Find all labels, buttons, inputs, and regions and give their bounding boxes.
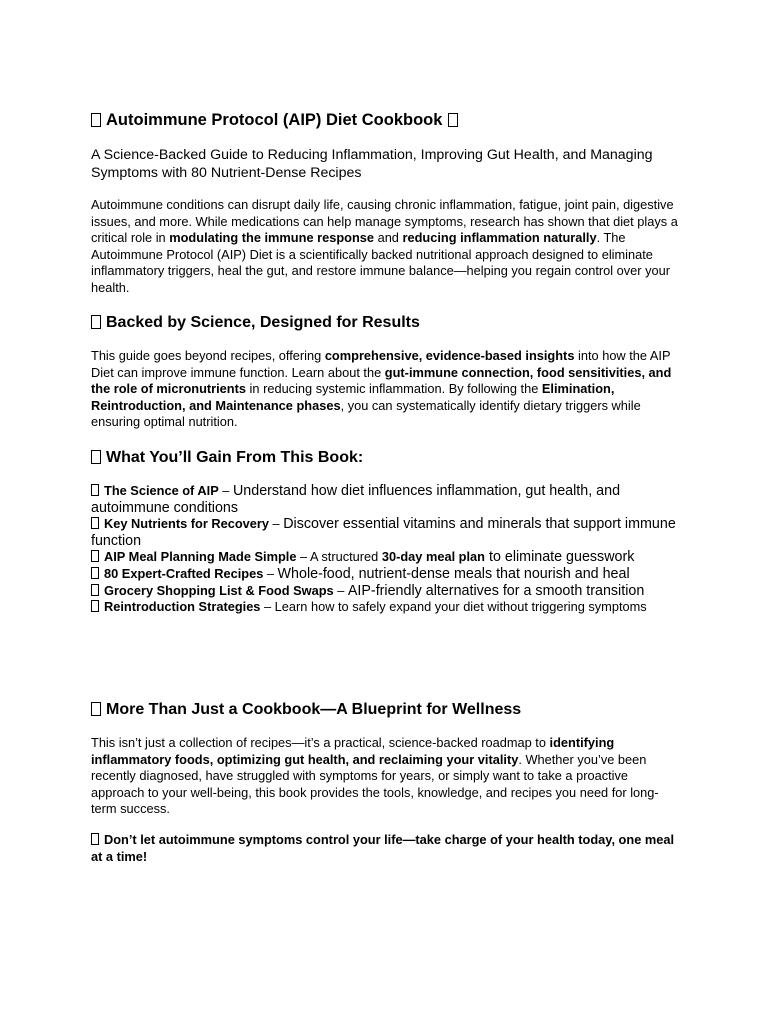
list-item-separator: – — [218, 483, 233, 498]
list-item-text: AIP-friendly alternatives for a smooth transition — [347, 582, 645, 599]
box-glyph-icon — [91, 567, 99, 579]
box-glyph-icon — [91, 600, 99, 612]
page-subtitle: A Science-Backed Guide to Reducing Inflammation, Improving Gut Health, and Managing Symptoms with 80 Nutrient-Dense Recipes — [91, 147, 653, 181]
box-glyph-icon — [91, 315, 101, 329]
box-glyph-icon — [91, 484, 99, 496]
science-text: into how the AIP Diet can improve immune function. Learn about the — [91, 348, 671, 380]
science-paragraph — [91, 348, 681, 431]
science-bold: Elimination, Reintroduction, and Maintenance phases — [91, 381, 615, 413]
intro-text: . The Autoimmune Protocol (AIP) Diet is a scientifically backed nutritional approach designed to eliminate inflammatory triggers, heal the gut, and restore immune balance—helping you regain control over your health. — [91, 230, 671, 295]
intro-text: Autoimmune conditions can disrupt daily life, causing chronic inflammation, fatigue, joint pain, digestive issues, and more. While medications can help manage symptoms, research has shown that diet plays a critical role in — [91, 197, 678, 246]
list-item-text: Whole-food, nutrient-dense meals that nourish and heal — [277, 565, 630, 582]
intro-bold: reducing inflammation naturally — [402, 230, 597, 246]
list-item-separator: – — [260, 599, 275, 615]
list-item-separator: – — [333, 582, 348, 598]
list-item-separator: – — [269, 516, 284, 532]
science-text: This guide goes beyond recipes, offering — [91, 348, 325, 363]
box-glyph-icon — [91, 833, 99, 845]
list-item-text: to eliminate guesswork — [485, 549, 635, 566]
box-glyph-icon — [91, 702, 101, 716]
list-item-title: The Science of AIP — [104, 483, 219, 498]
list-item-bold: 30-day meal plan — [381, 549, 485, 565]
call-to-action-text: Don’t let autoimmune symptoms control your life—take charge of your health today, one meal at a time! — [91, 832, 675, 864]
more-text: This isn’t just a collection of recipes—it’s a practical, science-backed roadmap to — [91, 735, 550, 750]
gain-list — [91, 483, 681, 616]
list-item — [91, 549, 681, 566]
list-item-title: Key Nutrients for Recovery — [104, 516, 269, 532]
section-heading-text: Backed by Science, Designed for Results — [106, 314, 420, 331]
call-to-action — [91, 832, 681, 865]
list-item — [91, 599, 681, 616]
list-item-title: 80 Expert-Crafted Recipes — [104, 565, 264, 581]
science-text: , you can systematically identify dietary triggers while ensuring optimal nutrition. — [91, 397, 641, 430]
section-heading-more — [91, 701, 521, 719]
list-item-title: Reintroduction Strategies — [104, 599, 261, 615]
intro-paragraph — [91, 197, 681, 297]
box-glyph-icon — [91, 450, 101, 464]
science-bold: gut-immune connection, food sensitivities, and the role of micronutrients — [91, 364, 672, 397]
box-glyph-icon — [91, 584, 99, 596]
box-glyph-icon — [91, 550, 99, 562]
more-bold: identifying inflammatory foods, optimizing gut health, and reclaiming your vitality — [91, 735, 615, 767]
list-item — [91, 566, 681, 583]
more-paragraph — [91, 735, 681, 818]
page-title-text: Autoimmune Protocol (AIP) Diet Cookbook — [106, 111, 443, 129]
list-item-title: Grocery Shopping List & Food Swaps — [104, 582, 334, 598]
box-glyph-icon — [91, 517, 99, 529]
more-text: . Whether you’ve been recently diagnosed, have struggled with symptoms for years, or simply want to take a proactive approach to your well-being, this book provides the tools, knowledge, and recipes you need for long-term success. — [91, 751, 659, 817]
list-item-title: AIP Meal Planning Made Simple — [104, 549, 297, 565]
intro-text: and — [374, 230, 403, 246]
science-text: in reducing systemic inflammation. By following the — [246, 381, 542, 397]
list-item-text: Learn how to safely expand your diet without triggering symptoms — [274, 599, 647, 615]
list-item-separator: – — [263, 565, 278, 581]
section-heading-science — [91, 314, 420, 332]
section-heading-gain — [91, 449, 363, 467]
box-glyph-icon — [91, 113, 101, 127]
list-item — [91, 583, 681, 600]
page-title — [91, 111, 458, 130]
section-heading-text: More Than Just a Cookbook—A Blueprint for Wellness — [106, 701, 522, 718]
list-item-separator: – A structured — [296, 549, 382, 565]
section-heading-text: What You’ll Gain From This Book: — [106, 449, 364, 466]
box-glyph-icon — [448, 113, 458, 127]
list-item-text: Discover essential vitamins and minerals that support immune function — [91, 516, 676, 549]
science-bold: comprehensive, evidence-based insights — [324, 348, 575, 363]
list-item — [91, 483, 681, 516]
list-item-text: Understand how diet influences inflammation, gut health, and autoimmune conditions — [91, 483, 621, 516]
intro-bold: modulating the immune response — [169, 230, 375, 246]
list-item — [91, 516, 681, 549]
